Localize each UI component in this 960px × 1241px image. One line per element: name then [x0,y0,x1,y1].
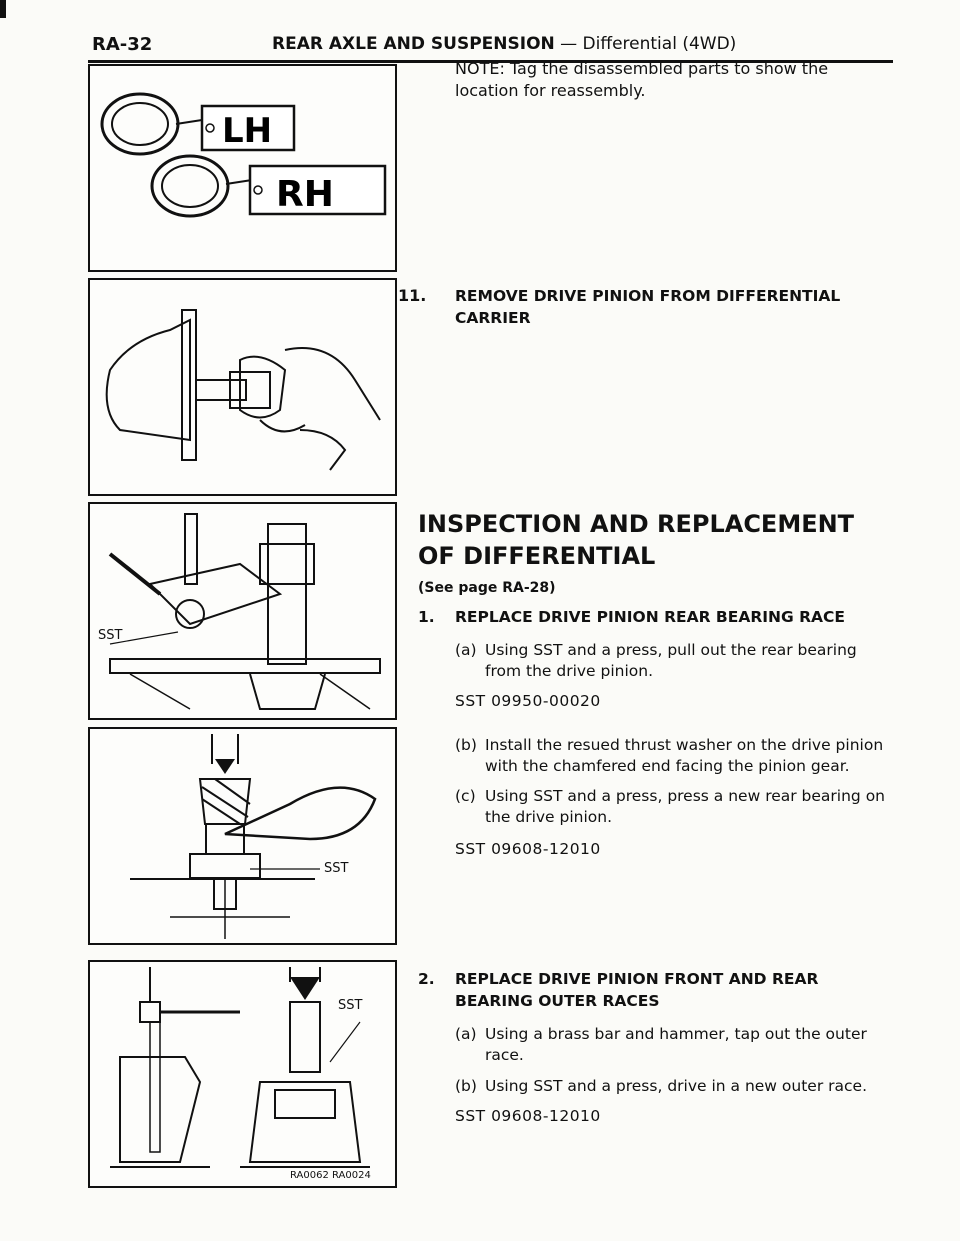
figure-outer-races [88,960,397,1188]
sst-label-fig3: SST [98,628,123,643]
inspection-heading: INSPECTION AND REPLACEMENT OF DIFFERENTIAL [418,510,855,570]
figure-tagged-races [88,64,397,272]
see-page-note: (See page RA-28) [418,580,556,596]
pull-bearing-drawing [90,504,395,718]
step2-b-label: (b) [455,1077,477,1095]
step2-number: 2. [418,970,435,988]
tag-lh-text: LH [222,111,273,151]
step2-a [455,1024,885,1068]
step1-c-text: Using SST and a press, press a new rear bearing on the drive pinion. [485,787,886,826]
step2-b-text: Using SST and a press, drive in a new outer race. [485,1077,867,1095]
step1-a-label: (a) [455,641,477,659]
press-bearing-drawing [90,729,395,943]
step2-a-label: (a) [455,1025,477,1043]
step2-title: REPLACE DRIVE PINION FRONT AND REAR BEARING OUTER RACES [455,970,819,1010]
step1-number: 1. [418,608,435,626]
sst-label-fig4: SST [324,861,349,876]
remove-pinion-drawing [90,280,395,494]
figure-codes: RA0062 RA0024 [290,1170,371,1181]
figure-press-bearing [88,727,397,945]
step1-a-text: Using SST and a press, pull out the rear bearing from the drive pinion. [485,641,857,680]
step2-a-text: Using a brass bar and hammer, tap out the outer race. [485,1025,867,1064]
step1-sst2: SST 09608-12010 [455,840,601,858]
page-number: RA-32 [92,34,153,55]
figure-remove-pinion [88,278,397,496]
figure-pull-bearing [88,502,397,720]
step11-number: 11. [398,286,427,305]
note-text: NOTE: Tag the disassembled parts to show the location for reassembly. [455,59,829,100]
step1-sst1: SST 09950-00020 [455,692,601,710]
step1-b-text: Install the resued thrust washer on the drive pinion with the chamfered end facing the pinion gear. [485,736,884,775]
step11-title: REMOVE DRIVE PINION FROM DIFFERENTIAL CARRIER [455,287,841,327]
step1-c [455,786,885,830]
step1-b-label: (b) [455,736,477,754]
step2-sst: SST 09608-12010 [455,1107,601,1125]
step1-title: REPLACE DRIVE PINION REAR BEARING RACE [455,608,846,626]
section-title: REAR AXLE AND SUSPENSION — Differential (4WD) [272,34,737,54]
step1-b [455,735,885,779]
tagged-races-drawing [90,66,395,270]
step1-a [455,640,885,684]
sst-label-fig5: SST [338,998,363,1013]
page-corner-mark [0,0,6,18]
step1-c-label: (c) [455,787,476,805]
tag-rh-text: RH [276,174,334,215]
step2-b [455,1076,885,1100]
outer-races-drawing [90,962,395,1186]
